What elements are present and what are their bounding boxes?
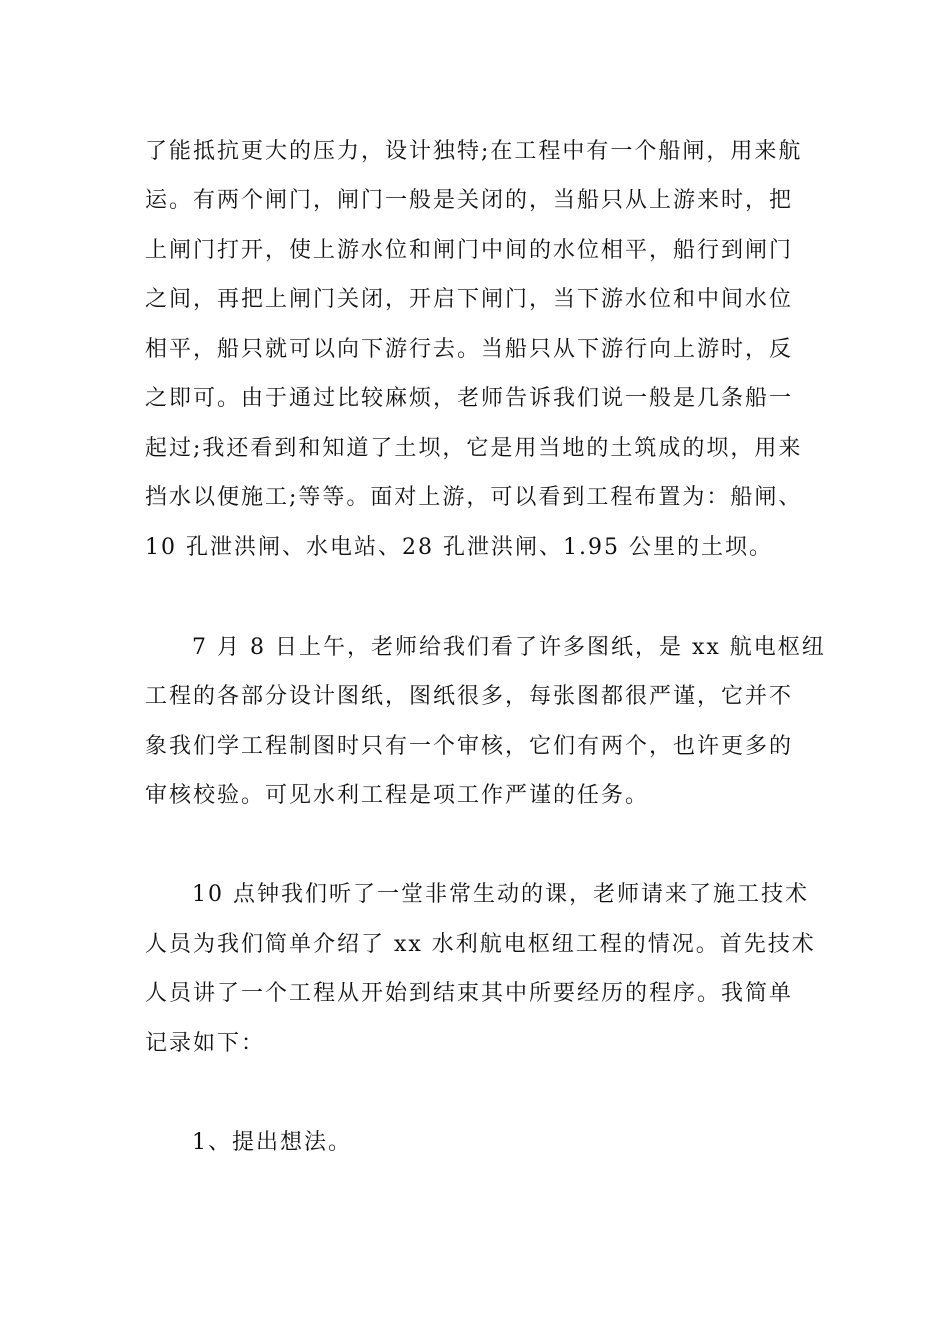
text-line: 人员讲了一个工程从开始到结束其中所要经历的程序。我简单 bbox=[145, 981, 794, 1006]
text-line: 上闸门打开，使上游水位和闸门中间的水位相平，船行到闸门 bbox=[145, 238, 794, 263]
text-line: 10 孔泄洪闸、水电站、28 孔泄洪闸、1.95 公里的土坝。 bbox=[145, 535, 773, 560]
text-line: 了能抵抗更大的压力，设计独特;在工程中有一个船闸，用来航 bbox=[145, 139, 803, 164]
text-line: 挡水以便施工;等等。面对上游，可以看到工程布置为：船闸、 bbox=[145, 485, 803, 510]
text-line: 10 点钟我们听了一堂非常生动的课，老师请来了施工技术 bbox=[192, 882, 809, 907]
list-item: 1、提出想法。 bbox=[192, 1130, 352, 1155]
text-line: 工程的各部分设计图纸，图纸很多，每张图都很严谨，它并不 bbox=[145, 684, 794, 709]
text-line: 审核校验。可见水利工程是项工作严谨的任务。 bbox=[145, 783, 650, 808]
text-line: 记录如下： bbox=[145, 1031, 266, 1056]
text-line: 象我们学工程制图时只有一个审核，它们有两个，也许更多的 bbox=[145, 734, 794, 759]
text-line: 起过;我还看到和知道了土坝，它是用当地的土筑成的坝，用来 bbox=[145, 436, 803, 461]
text-line: 之间，再把上闸门关闭，开启下闸门，当下游水位和中间水位 bbox=[145, 287, 794, 312]
text-line: 相平，船只就可以向下游行去。当船只从下游行向上游时，反 bbox=[145, 337, 794, 362]
text-line: 7 月 8 日上午，老师给我们看了许多图纸，是 xx 航电枢纽 bbox=[192, 635, 826, 660]
text-line: 人员为我们简单介绍了 xx 水利航电枢纽工程的情况。首先技术 bbox=[145, 932, 816, 957]
text-line: 之即可。由于通过比较麻烦，老师告诉我们说一般是几条船一 bbox=[145, 386, 794, 411]
text-line: 运。有两个闸门，闸门一般是关闭的，当船只从上游来时，把 bbox=[145, 188, 794, 213]
